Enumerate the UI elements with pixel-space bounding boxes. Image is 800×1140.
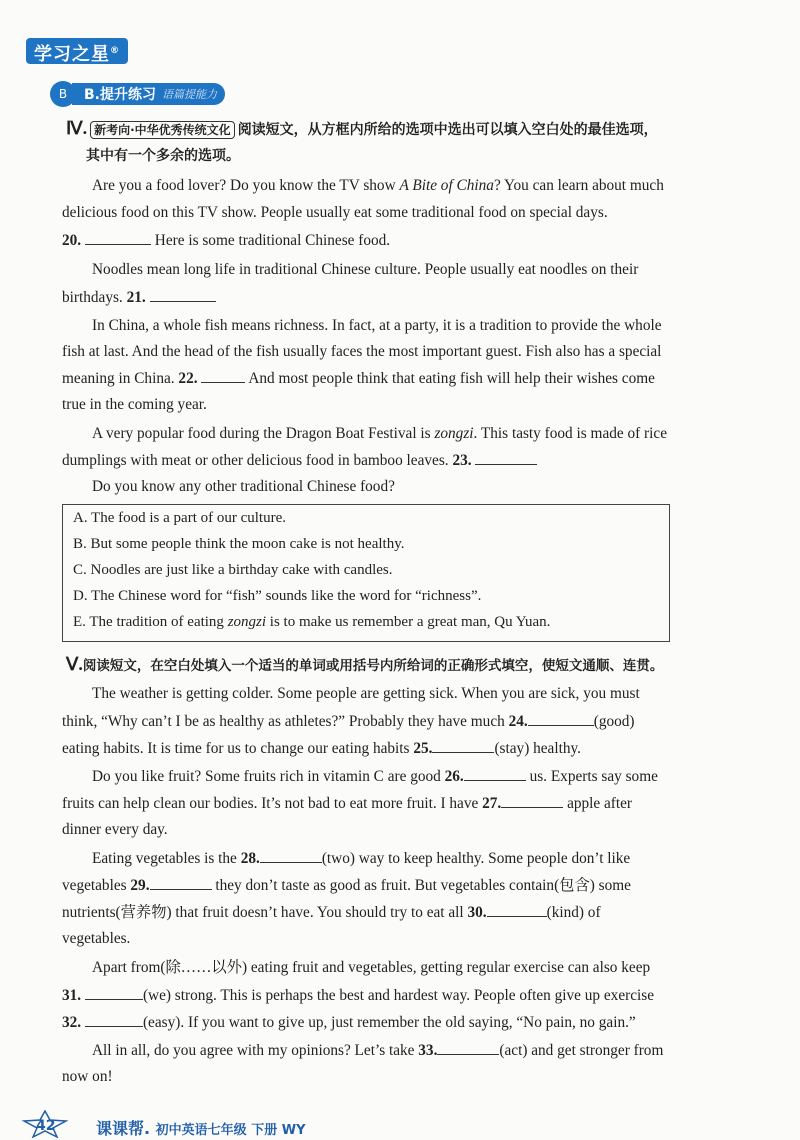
blank-32[interactable] [85,1012,143,1027]
q5-line15: now on! [62,1068,113,1085]
q5-line10: vegetables. [62,930,131,947]
blank-22[interactable] [201,368,245,383]
q5-line11: Apart from(除……以外) eating fruit and vegetables, getting regular exercise can also keep [92,959,651,976]
q5-line12: 31. (we) strong. This is perhaps the best and hardest way. People often give up exercise [62,987,654,1004]
q4-p3-line4: true in the coming year. [62,396,207,413]
q4-p3-line3: meaning in China. 22. And most people think that eating fish will help their wishes come [62,370,655,387]
q4-instruction-line1: Ⅳ. 新考向·中华优秀传统文化 阅读短文，从方框内所给的选项中选出可以填入空白处的最佳选项， [66,118,658,138]
q4-p2-line1: Noodles mean long life in traditional Chinese culture. People usually eat noodles on their [92,261,639,278]
option-d: D. The Chinese word for “fish” sounds like the word for “richness”. [73,588,482,604]
option-a: A. The food is a part of our culture. [73,510,286,526]
q5-line1: The weather is getting colder. Some people are getting sick. When you are sick, you must [92,685,640,702]
q4-p1-line2: delicious food on this TV show. People usually eat some traditional food on special days. [62,204,608,221]
section-title: B.提升练习 语篇提能力 [72,83,225,105]
page-number: 42 [36,1118,56,1134]
blank-24[interactable] [528,711,594,726]
q5-line9: nutrients(营养物) that fruit doesn’t have. You should try to eat all 30. (kind) of [62,904,601,921]
q4-p1-line1: Are you a food lover? Do you know the TV show A Bite of China? You can learn about much [92,177,664,194]
q5-line13: 32. (easy). If you want to give up, just remember the old saying, “No pain, no gain.” [62,1014,636,1031]
q5-line5: fruits can help clean our bodies. It’s not bad to eat more fruit. I have 27. apple after [62,795,633,812]
blank-26[interactable] [464,766,526,781]
q4-tag: 新考向·中华优秀传统文化 [90,121,235,139]
q4-p4-line1: A very popular food during the Dragon Boat Festival is zongzi. This tasty food is made of rice [92,425,667,442]
blank-27[interactable] [501,793,563,808]
q5-line7: Eating vegetables is the 28. (two) way to keep healthy. Some people don’t like [92,850,631,867]
q5-line8: vegetables 29. they don’t taste as good as fruit. But vegetables contain(包含) some [62,877,631,894]
q4-p5: Do you know any other traditional Chinese food? [92,478,395,495]
brand-logo: 学习之星® [26,38,128,64]
option-e: E. The tradition of eating zongzi is to make us remember a great man, Qu Yuan. [73,614,551,630]
blank-21[interactable] [150,287,216,302]
blank-28[interactable] [260,848,322,863]
q4-p2-line2: birthdays. 21. [62,287,216,308]
q5-line2: think, “Why can’t I be as healthy as athletes?” Probably they have much 24. (good) [62,713,635,730]
q5-line4: Do you like fruit? Some fruits rich in vitamin C are good 26. us. Experts say some [92,768,658,785]
blank-33[interactable] [437,1040,499,1055]
blank-30[interactable] [487,902,547,917]
q4-p3-line2: fish at last. And the head of the fish usually faces the most important guest. Fish also has a special [62,343,662,360]
q4-p4-line2: dumplings with meat or other delicious food in bamboo leaves. 23. [62,450,537,471]
section-subtitle: 语篇提能力 [162,88,217,101]
blank-25[interactable] [432,738,494,753]
q4-instruction-line2: 其中有一个多余的选项。 [86,148,240,164]
q4-p3-line1: In China, a whole fish means richness. In fact, at a party, it is a tradition to provide the whole [92,317,662,334]
blank-31[interactable] [85,985,143,1000]
footer-brand: 课课帮. 初中英语七年级 下册 WY [96,1119,306,1138]
blank-20[interactable] [85,230,151,245]
q5-line14: All in all, do you agree with my opinions? Let’s take 33. (act) and get stronger from [92,1042,664,1059]
blank-29[interactable] [150,875,212,890]
q4-p1-line3: 20. Here is some traditional Chinese food. [62,232,391,249]
q5-instruction: Ⅴ.阅读短文，在空白处填入一个适当的单词或用括号内所给词的正确形式填空，使短文通顺、连贯。 [66,654,664,674]
section-badge: B [50,81,76,107]
q5-line3: eating habits. It is time for us to change our eating habits 25. (stay) healthy. [62,740,581,757]
option-b: B. But some people think the moon cake is not healthy. [73,536,405,552]
option-c: C. Noodles are just like a birthday cake with candles. [73,562,393,578]
q5-line6: dinner every day. [62,821,168,838]
blank-23[interactable] [475,450,537,465]
section-header [50,82,225,106]
options-box [62,504,670,642]
